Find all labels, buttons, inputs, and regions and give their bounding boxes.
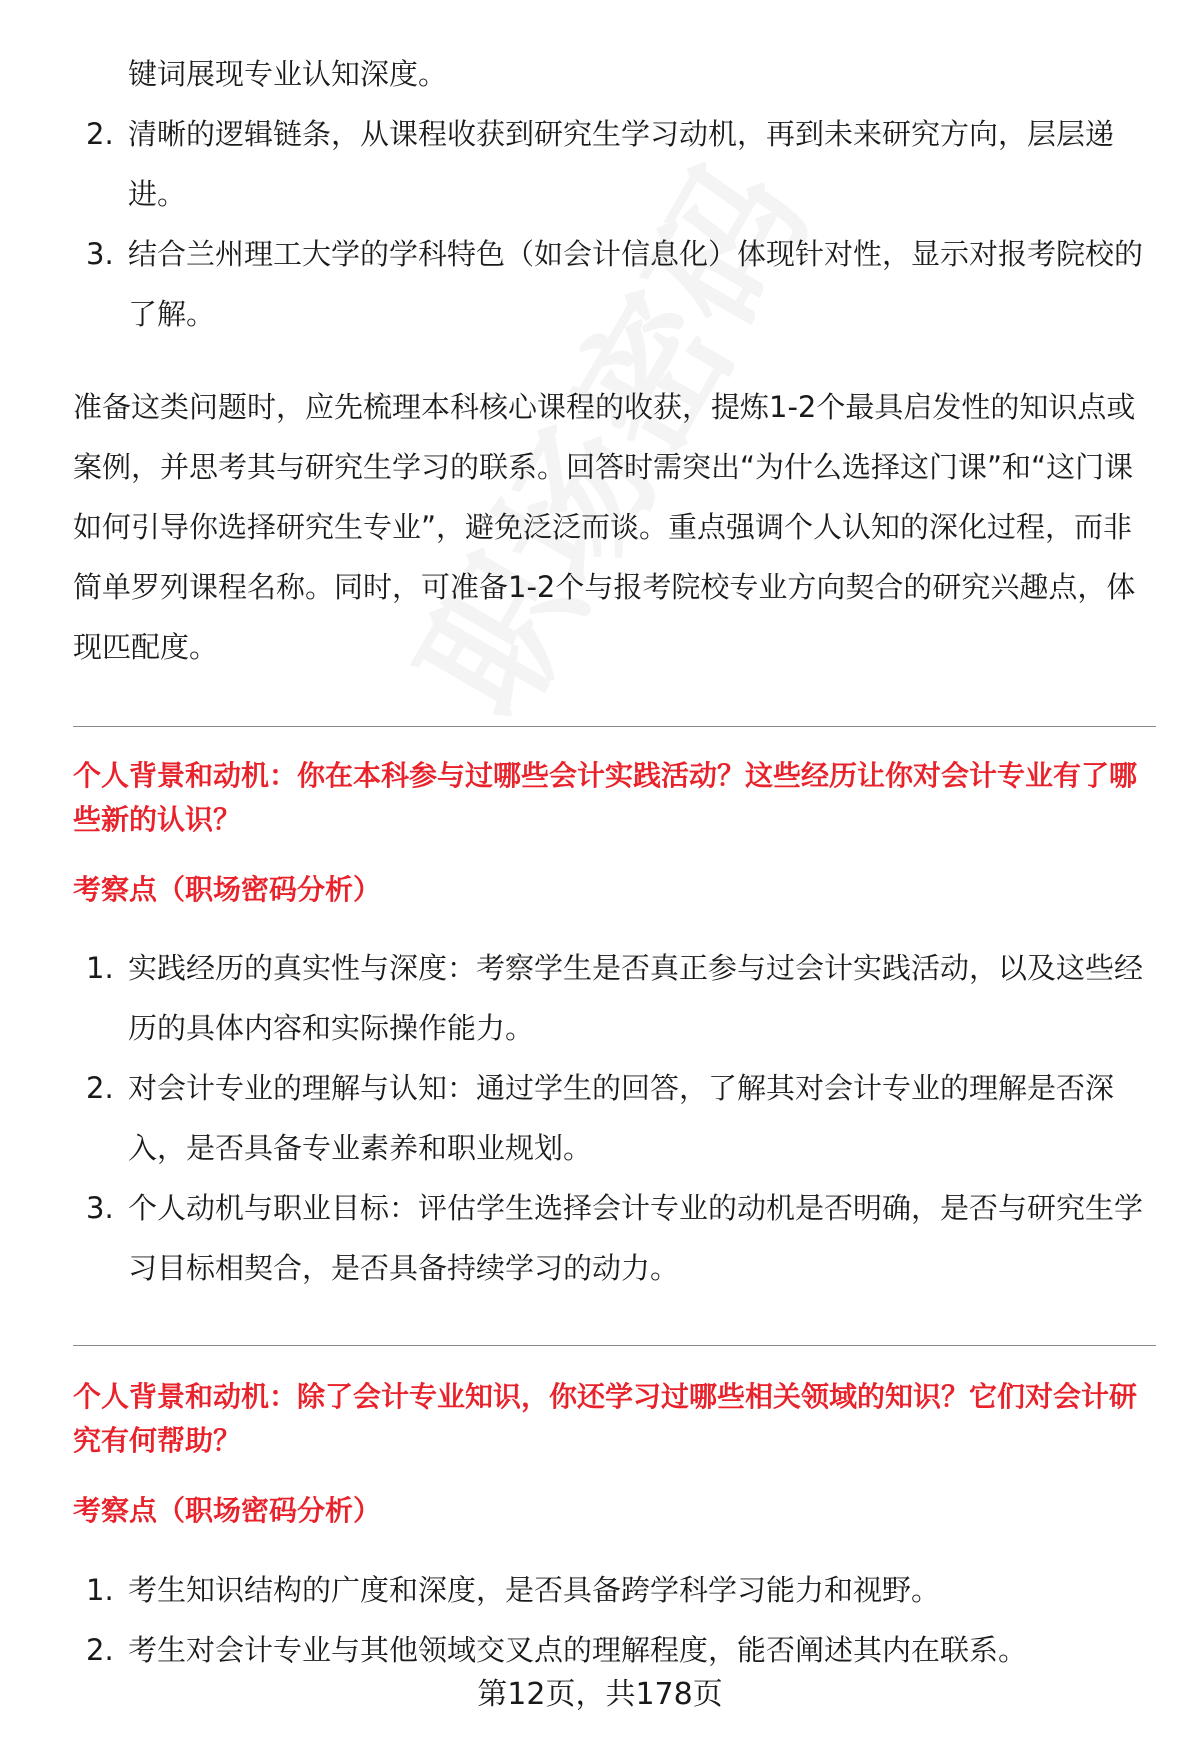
section-title: 个人背景和动机：除了会计专业知识，你还学习过哪些相关领域的知识？它们对会计研究有何帮助？: [73, 1380, 1138, 1457]
list-item: [73, 104, 1143, 224]
analysis-list: [73, 938, 1143, 1298]
list-item: [73, 1178, 1143, 1298]
section-subtitle: 考察点（职场密码分析）: [73, 1494, 382, 1527]
list-number: 2.: [86, 1633, 114, 1667]
section-title: 个人背景和动机：你在本科参与过哪些会计实践活动？这些经历让你对会计专业有了哪些新的认识？: [73, 759, 1138, 836]
list-number: 1.: [86, 1573, 114, 1607]
list-text: 个人动机与职业目标：评估学生选择会计专业的动机是否明确，是否与研究生学习目标相契合，是否具备持续学习的动力。: [128, 1191, 1144, 1285]
list-number: 1.: [86, 951, 114, 985]
list-item: [73, 224, 1143, 344]
list-number: 2.: [86, 117, 114, 151]
list-text: 考生知识结构的广度和深度，是否具备跨学科学习能力和视野。: [128, 1573, 941, 1607]
list-item: [73, 1560, 1143, 1620]
advice-paragraph: 准备这类问题时，应先梳理本科核心课程的收获，提炼1-2个最具启发性的知识点或案例，并思考其与研究生学习的联系。回答时需突出“为什么选择这门课”和“这门课如何引导你选择研究生专业”，避免泛泛而谈。重点强调个人认知的深化过程，而非简单罗列课程名称。同时，可准备1-2个与报考院校专业方向契合的研究兴趣点，体现匹配度。: [73, 390, 1136, 664]
list-text: 对会计专业的理解与认知：通过学生的回答，了解其对会计专业的理解是否深入，是否具备专业素养和职业规划。: [128, 1071, 1115, 1165]
list-text: 实践经历的真实性与深度：考察学生是否真正参与过会计实践活动，以及这些经历的具体内容和实际操作能力。: [128, 951, 1144, 1045]
list-item: [73, 938, 1143, 1058]
list-text: 清晰的逻辑链条，从课程收获到研究生学习动机，再到未来研究方向，层层递进。: [128, 117, 1115, 211]
list-number: 2.: [86, 1071, 114, 1105]
page-number: 第12页，共178页: [477, 1677, 723, 1712]
list-item: [73, 44, 1143, 104]
list-item: [73, 1620, 1143, 1680]
analysis-list: [73, 1560, 1143, 1680]
intro-list: [73, 44, 1143, 344]
section-divider: [73, 726, 1156, 727]
section-subtitle: 考察点（职场密码分析）: [73, 873, 382, 906]
list-item: [73, 1058, 1143, 1178]
section-divider: [73, 1345, 1156, 1346]
list-text: 考生对会计专业与其他领域交叉点的理解程度，能否阐述其内在联系。: [128, 1633, 1028, 1667]
list-number: 3.: [86, 1191, 114, 1225]
list-text: 键词展现专业认知深度。: [128, 57, 448, 91]
list-text: 结合兰州理工大学的学科特色（如会计信息化）体现针对性，显示对报考院校的了解。: [128, 237, 1144, 331]
list-number: 3.: [86, 237, 114, 271]
